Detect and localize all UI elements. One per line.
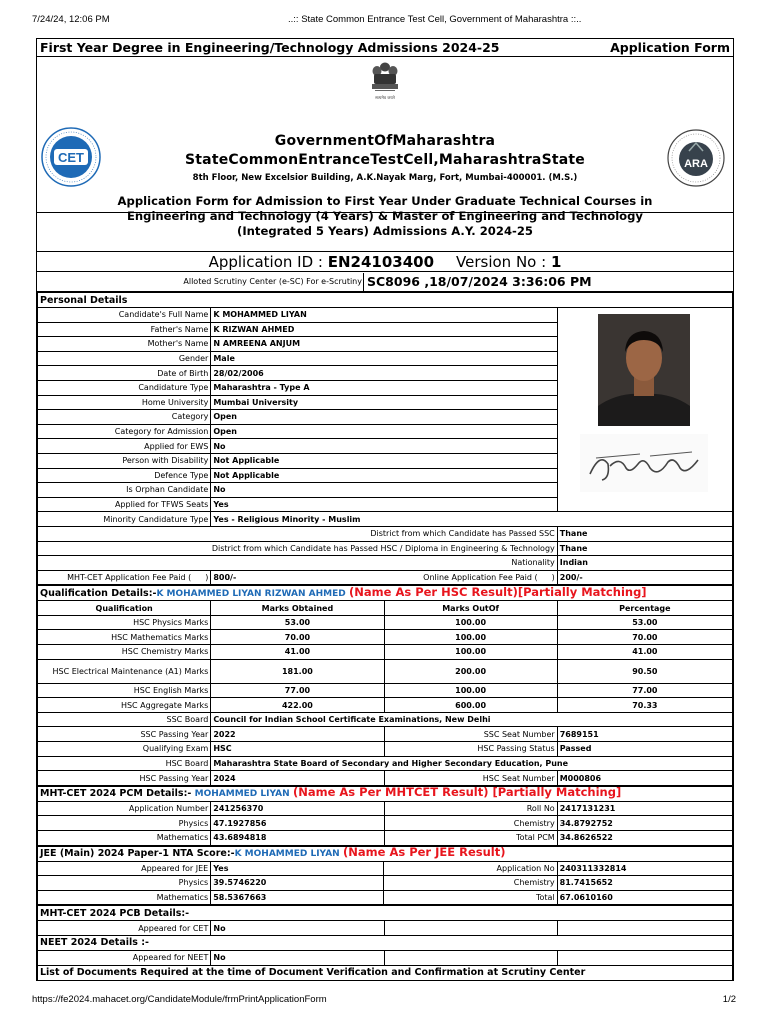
mhtcet-chemistry: 34.8792752 [557,816,732,831]
print-page-title: ..:: State Common Entrance Test Cell, Government of Maharashtra ::.. [288,14,582,25]
table-cell: 53.00 [557,615,732,630]
mhtcet-pcb-table [37,905,733,980]
field-label: Mathematics [38,890,211,905]
field-label: Defence Type [38,468,211,483]
father-name: K RIZWAN AHMED [211,322,557,337]
column-header: Percentage [557,601,732,616]
table-cell: 100.00 [384,615,557,630]
field-label: Is Orphan Candidate [38,483,211,498]
print-header [32,14,736,28]
table-cell: 181.00 [211,659,384,683]
field-label: Person with Disability [38,453,211,468]
mhtcet-application-number: 241256370 [211,801,384,816]
jee-name: K MOHAMMED LIYAN [234,849,340,860]
table-cell: HSC English Marks [38,683,211,698]
table-cell: 70.33 [557,698,732,713]
field-label: Applied for TFWS Seats [38,497,211,512]
table-cell: 41.00 [211,645,384,660]
hsc-board: Maharashtra State Board of Secondary and Higher Secondary Education, Pune [211,756,733,771]
field-label: SSC Passing Year [38,727,211,742]
scrutiny-center-row [37,272,733,292]
table-cell [384,950,557,965]
candidate-signature [580,434,708,492]
hsc-name: K MOHAMMED LIYAN RIZWAN AHMED [156,588,346,599]
table-row [38,683,733,698]
table-cell [384,921,557,936]
documents-title: List of Documents Required at the time of Document Verification and Confirmation at Scrutiny Center [38,965,733,980]
jee-maths: 58.5367663 [211,890,384,905]
jee-chemistry: 81.7415652 [557,876,732,891]
hsc-name-note: (Name As Per HSC Result)[Partially Matching] [349,584,647,599]
application-id: Application ID : EN24103400 [208,252,435,271]
jee-name-note: (Name As Per JEE Result) [343,845,506,860]
mother-name: N AMREENA ANJUM [211,337,557,352]
field-label: HSC Board [38,756,211,771]
field-label: Appeared for JEE [38,861,211,876]
table-cell: 100.00 [384,645,557,660]
field-label: Minority Candidature Type [38,512,211,527]
table-cell: 422.00 [211,698,384,713]
field-label: District from which Candidate has Passed SSC [38,526,558,541]
mhtcet-name-note: (Name As Per MHTCET Result) [Partially Matching] [292,785,622,800]
field-label: Physics [38,876,211,891]
admission-title: First Year Degree in Engineering/Technology Admissions 2024-25 [40,40,500,55]
field-label: Physics [38,816,211,831]
field-label: Application No [384,861,557,876]
table-cell: HSC Mathematics Marks [38,630,211,645]
home-university: Mumbai University [211,395,557,410]
jee-application-no: 240311332814 [557,861,732,876]
print-footer [32,994,736,1008]
table-cell: HSC Electrical Maintenance (A1) Marks [38,659,211,683]
ssc-seat: 7689151 [557,727,732,742]
emblem-caption: सत्यमेव जयते [375,95,395,100]
cet-fee-value: 800/- [213,572,237,582]
orphan-candidate: No [211,483,557,498]
mhtcet-pcb-title: MHT-CET 2024 PCB Details:- [38,906,733,921]
government-title: GovernmentOfMaharashtra [274,133,496,149]
ara-logo-text: ARA [684,158,708,170]
version: Version No : 1 [456,252,562,271]
pcb-appeared: No [211,921,384,936]
mhtcet-total-pcm: 34.8626522 [557,831,732,846]
table-cell: 600.00 [384,698,557,713]
field-label: Appeared for NEET [38,950,211,965]
field-label: SSC Seat Number [384,727,557,742]
application-form [36,38,734,981]
date-of-birth: 28/02/2006 [211,366,557,381]
mhtcet-roll-no: 2417131231 [557,801,732,816]
column-header: Qualification [38,601,211,616]
scrutiny-center-label: Alloted Scrutiny Center (e-SC) For e-Scrutiny [183,277,362,286]
nationality: Indian [557,556,732,571]
table-cell: 100.00 [384,683,557,698]
personal-details-title: Personal Details [38,293,733,308]
table-row [38,615,733,630]
mhtcet-pcm-table [37,786,733,846]
disability: Not Applicable [211,453,557,468]
field-label: Candidate's Full Name [38,308,211,323]
application-id-row [37,251,733,272]
print-page-number: 1/2 [722,994,736,1005]
qualification-table [37,585,733,786]
table-cell: 41.00 [557,645,732,660]
field-label: HSC Passing Year [38,771,211,786]
form-header-band [37,39,733,57]
form-title: Application Form for Admission to First Year Under Graduate Technical Courses in Engineering and Technology (4 Years) & Master of Engineering and Technology (Integrated 5 Years) Admissions A.Y. 2024-25 [117,194,653,238]
table-cell: 200.00 [384,659,557,683]
mhtcet-name: MOHAMMED LIYAN [194,789,290,800]
mhtcet-pcm-title-row: MHT-CET 2024 PCM Details:- MOHAMMED LIYAN (Name As Per MHTCET Result) [Partially Matching] [38,786,733,801]
field-label: Mother's Name [38,337,211,352]
field-label: Chemistry [384,876,557,891]
scrutiny-center-value: SC8096 ,18/07/2024 3:36:06 PM [363,273,592,291]
field-label: Mathematics [38,831,211,846]
field-label: SSC Board [38,712,211,727]
table-cell: HSC Physics Marks [38,615,211,630]
ssc-district: Thane [557,526,732,541]
candidate-name: K MOHAMMED LIYAN [211,308,557,323]
field-label: Total PCM [384,831,557,846]
table-cell: 100.00 [384,630,557,645]
hsc-year: 2024 [211,771,384,786]
qualification-title-row: Qualification Details:-K MOHAMMED LIYAN RIZWAN AHMED (Name As Per HSC Result)[Partially Matching] [38,586,733,601]
application-id-value: EN24103400 [327,252,435,271]
organization-title: StateCommonEntranceTestCell,MaharashtraState [185,152,585,168]
table-cell: 70.00 [211,630,384,645]
print-url: https://fe2024.mahacet.org/CandidateModule/frmPrintApplicationForm [32,994,327,1005]
print-datetime: 7/24/24, 12:06 PM [32,14,110,25]
jee-total: 67.0610160 [557,890,732,905]
gender: Male [211,351,557,366]
qualifying-exam: HSC [211,742,384,757]
table-cell: HSC Chemistry Marks [38,645,211,660]
version-value: 1 [550,252,562,271]
table-row [38,659,733,683]
photo-signature-cell [557,308,732,512]
applied-ews: No [211,439,557,454]
field-label: Application Number [38,801,211,816]
table-row [38,698,733,713]
national-emblem-icon [367,61,403,103]
hsc-district: Thane [557,541,732,556]
field-label: Candidature Type [38,380,211,395]
jee-physics: 39.5746220 [211,876,384,891]
jee-appeared: Yes [211,861,384,876]
field-label: Category for Admission [38,424,211,439]
category-for-admission: Open [211,424,557,439]
field-label: Nationality [38,556,558,571]
mhtcet-maths: 43.6894818 [211,831,384,846]
form-masthead [37,57,733,238]
jee-table [37,846,733,906]
table-row [38,645,733,660]
field-label: Date of Birth [38,366,211,381]
personal-details-table [37,292,733,585]
field-label: District from which Candidate has Passed HSC / Diploma in Engineering & Technology [38,541,558,556]
category: Open [211,410,557,425]
column-header: Marks OutOf [384,601,557,616]
hsc-seat: M000806 [557,771,732,786]
table-cell: 77.00 [211,683,384,698]
minority-type: Yes - Religious Minority - Muslim [211,512,733,527]
field-label: Gender [38,351,211,366]
neet-title: NEET 2024 Details :- [38,935,733,950]
field-label: Father's Name [38,322,211,337]
ssc-year: 2022 [211,727,384,742]
table-cell: 77.00 [557,683,732,698]
field-label: HSC Passing Status [384,742,557,757]
table-cell: 70.00 [557,630,732,645]
cet-fee-row: 800/- Online Application Fee Paid ( ) [211,570,557,585]
field-label: Home University [38,395,211,410]
table-row [38,630,733,645]
field-label: Qualifying Exam [38,742,211,757]
mhtcet-physics: 47.1927856 [211,816,384,831]
table-cell: 53.00 [211,615,384,630]
defence-type: Not Applicable [211,468,557,483]
jee-title-row: JEE (Main) 2024 Paper-1 NTA Score:-K MOHAMMED LIYAN (Name As Per JEE Result) [38,846,733,861]
table-cell: HSC Aggregate Marks [38,698,211,713]
table-cell [557,921,732,936]
field-label: Roll No [384,801,557,816]
field-label: Total [384,890,557,905]
field-label: Chemistry [384,816,557,831]
column-header: Marks Obtained [211,601,384,616]
field-label: Category [38,410,211,425]
candidate-photo [598,314,690,426]
neet-appeared: No [211,950,384,965]
field-label: HSC Seat Number [384,771,557,786]
table-cell [557,950,732,965]
cet-logo-text: CET [58,150,84,165]
candidature-type: Maharashtra - Type A [211,380,557,395]
office-address: 8th Floor, New Excelsior Building, A.K.Nayak Marg, Fort, Mumbai-400001. (M.S.) [192,173,578,183]
application-form-label: Application Form [610,40,730,55]
hsc-status: Passed [557,742,732,757]
table-cell: 90.50 [557,659,732,683]
ssc-board: Council for Indian School Certificate Examinations, New Delhi [211,712,733,727]
online-fee-value: 200/- [557,570,732,585]
tfws-seats: Yes [211,497,557,512]
cet-fee-label-cell: MHT-CET Application Fee Paid ( ) [38,570,211,585]
field-label: Applied for EWS [38,439,211,454]
field-label: Appeared for CET [38,921,211,936]
